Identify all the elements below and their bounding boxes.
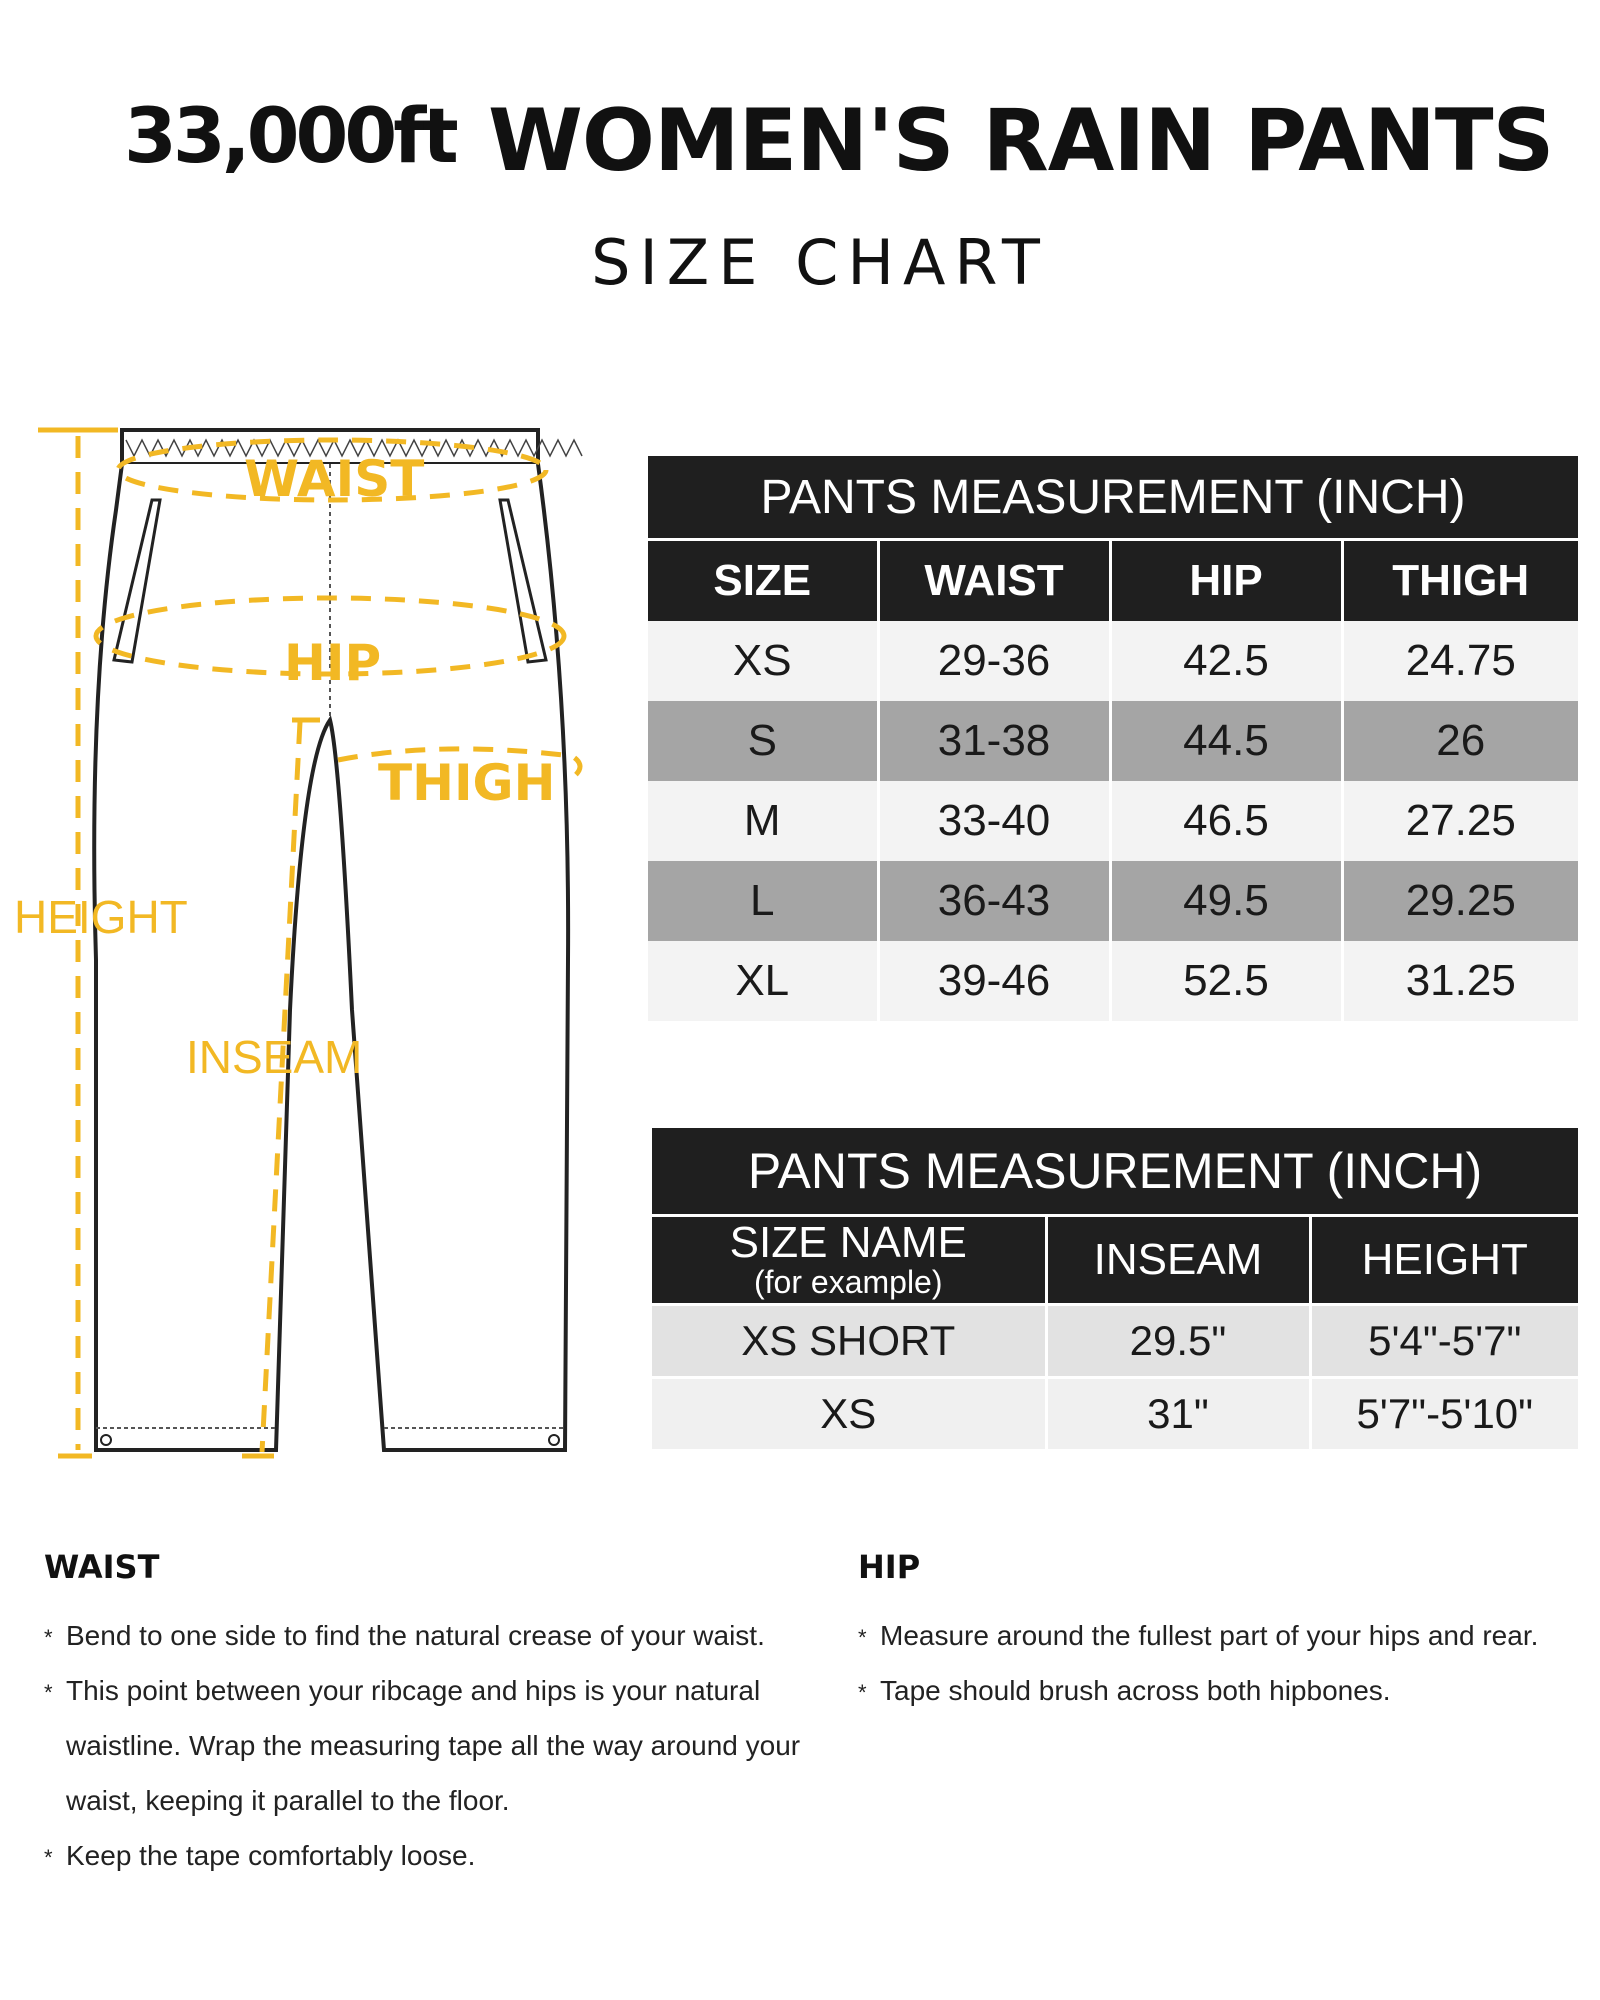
hip-notes [858, 1548, 1578, 1718]
list-item: * Tape should brush across both hipbones. [858, 1663, 1578, 1718]
table-cell: 42.5 [1110, 621, 1342, 701]
table-row [648, 941, 1578, 1021]
table-row [648, 621, 1578, 701]
list-item: * Measure around the fullest part of your hips and rear. [858, 1608, 1578, 1663]
list-item: * Bend to one side to find the natural crease of your waist. [44, 1608, 804, 1663]
bullet-icon: * [858, 1625, 867, 1650]
table-cell: 26 [1342, 701, 1578, 781]
table1-caption: PANTS MEASUREMENT (INCH) [648, 456, 1578, 540]
thigh-label: THIGH [378, 754, 556, 812]
table-row [648, 781, 1578, 861]
list-item: * This point between your ribcage and hips is your natural waistline. Wrap the measuring tape all the way around your waist, keeping it parallel to the floor. [44, 1663, 804, 1828]
table-cell: 27.25 [1342, 781, 1578, 861]
table-cell: L [648, 861, 878, 941]
waist-label: WAIST [244, 450, 425, 508]
header [0, 0, 1600, 320]
page-subtitle: SIZE CHART [591, 226, 1049, 299]
inseam-label: INSEAM [186, 1031, 363, 1083]
table2-caption: PANTS MEASUREMENT (INCH) [652, 1128, 1578, 1216]
table-row [648, 861, 1578, 941]
table2-header-size-name [652, 1216, 1046, 1305]
table1-header-size: SIZE [648, 540, 878, 622]
table-cell: XL [648, 941, 878, 1021]
bullet-icon: * [858, 1680, 867, 1705]
table-cell: 33-40 [878, 781, 1110, 861]
table-cell: M [648, 781, 878, 861]
table-cell: XS [648, 621, 878, 701]
table-cell: 31.25 [1342, 941, 1578, 1021]
measurement-table-2 [652, 1128, 1578, 1449]
table1-header-waist: WAIST [878, 540, 1110, 622]
brand-logo: 33,000ft [124, 91, 455, 180]
table-cell: 5'4"-5'7" [1310, 1305, 1578, 1378]
page-title: WOMEN'S RAIN PANTS [488, 91, 1554, 191]
table-cell: 52.5 [1110, 941, 1342, 1021]
hip-label: HIP [284, 634, 382, 692]
table-cell: 46.5 [1110, 781, 1342, 861]
height-label: HEIGHT [14, 891, 188, 943]
table-cell: 44.5 [1110, 701, 1342, 781]
bullet-icon: * [44, 1845, 53, 1870]
table-cell: 36-43 [878, 861, 1110, 941]
bullet-icon: * [44, 1625, 53, 1650]
table-cell: 29.25 [1342, 861, 1578, 941]
list-item: * Keep the tape comfortably loose. [44, 1828, 804, 1883]
table2-header-height: HEIGHT [1310, 1216, 1578, 1305]
waist-notes [44, 1548, 804, 1883]
hip-notes-heading: HIP [858, 1548, 921, 1586]
table-row [652, 1378, 1578, 1450]
table-row [648, 701, 1578, 781]
measurement-table-1 [648, 456, 1578, 1021]
table-cell: 24.75 [1342, 621, 1578, 701]
size-name-sublabel: (for example) [754, 1264, 943, 1301]
table-cell: 31" [1046, 1378, 1310, 1450]
table-cell: XS [652, 1378, 1046, 1450]
table-cell: 49.5 [1110, 861, 1342, 941]
table-cell: 29-36 [878, 621, 1110, 701]
pants-diagram [0, 400, 600, 1480]
table-cell: 39-46 [878, 941, 1110, 1021]
table-cell: 31-38 [878, 701, 1110, 781]
table-cell: 29.5" [1046, 1305, 1310, 1378]
table1-header-hip: HIP [1110, 540, 1342, 622]
table-row [652, 1305, 1578, 1378]
table-cell: XS SHORT [652, 1305, 1046, 1378]
waist-notes-heading: WAIST [44, 1548, 160, 1586]
table1-header-thigh: THIGH [1342, 540, 1578, 622]
bullet-icon: * [44, 1680, 53, 1705]
table2-header-inseam: INSEAM [1046, 1216, 1310, 1305]
table-cell: S [648, 701, 878, 781]
size-name-label: SIZE NAME [729, 1218, 967, 1268]
table-cell: 5'7"-5'10" [1310, 1378, 1578, 1450]
